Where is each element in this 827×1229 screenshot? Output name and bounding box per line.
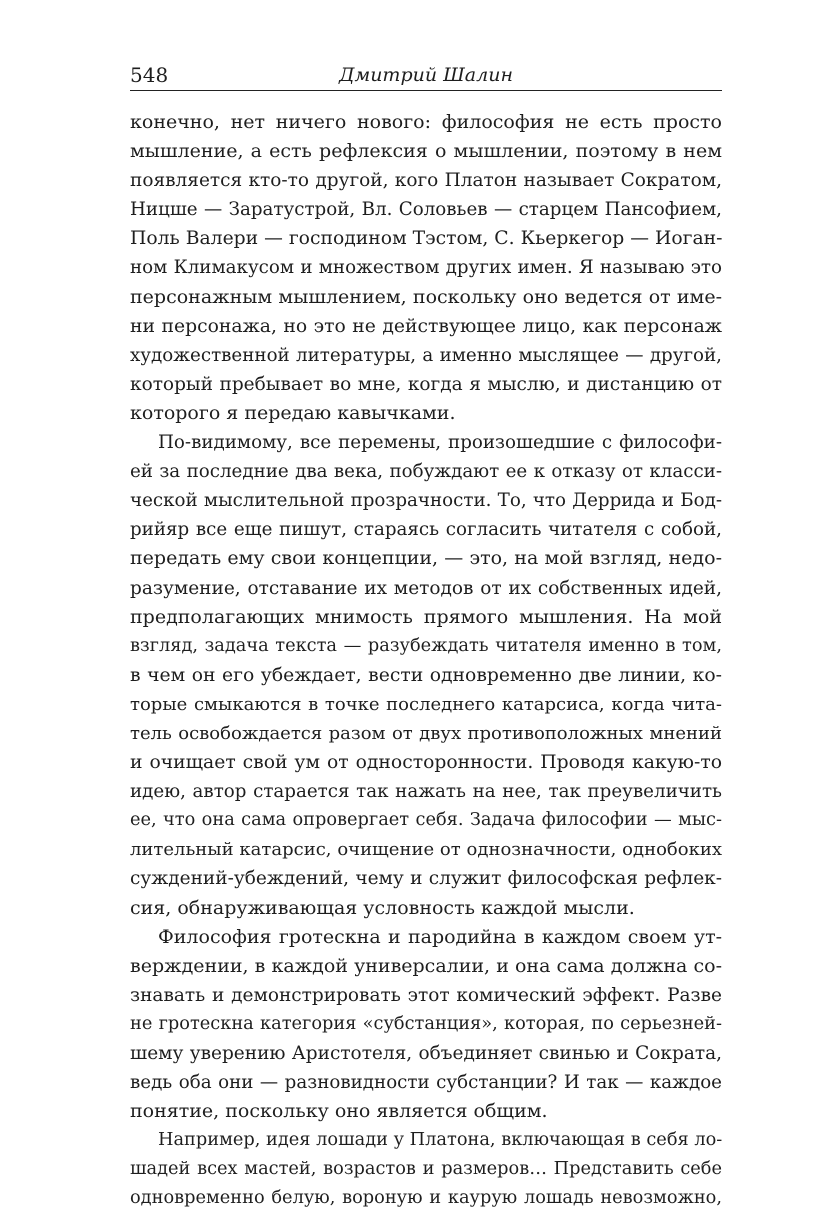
text-line: ее, что она сама опровергает себя. Задача философии — мыс-	[130, 810, 722, 831]
text-line: тель освобождается разом от двух противоположных мнений	[130, 722, 722, 744]
running-title: Дмитрий Шалин	[339, 64, 513, 86]
text-line: рийяр все еще пишут, стараясь согласить читателя с собой,	[130, 519, 722, 541]
text-line: разумение, отставание их методов от их собственных идей,	[130, 577, 722, 599]
text-line: суждений-убеждений, чему и служит философская рефлек-	[130, 868, 722, 890]
text-line: сия, обнаруживающая условность каждой мысли.	[130, 896, 635, 919]
running-header	[130, 62, 722, 91]
text-line: шадей всех мастей, возрастов и размеров… Представить себе	[130, 1159, 722, 1180]
text-line: не гротескна категория «субстанция», которая, по серьезней-	[130, 1013, 722, 1034]
body-text	[130, 108, 722, 1214]
text-line: одновременно белую, вороную и каурую лошадь невозможно,	[130, 1188, 722, 1209]
text-line: который пребывает во мне, когда я мыслю, и дистанцию от	[130, 373, 722, 395]
text-line: взгляд, задача текста — разубеждать читателя именно в том,	[130, 635, 722, 656]
text-line: передать ему свои концепции, — это, на мой взгляд, недо-	[130, 547, 722, 570]
text-line: торые смыкаются в точке последнего катарсиса, когда чита-	[130, 693, 722, 715]
text-line: ческой мыслительной прозрачности. То, что Деррида и Бод-	[130, 490, 722, 512]
text-line: Ницше — Заратустрой, Вл. Соловьев — старцем Пансофием,	[130, 199, 722, 221]
text-line: По-видимому, все перемены, произошедшие с философи-	[158, 432, 722, 454]
text-line: появляется кто-то другой, кого Платон называет Сократом,	[130, 170, 722, 192]
text-line: в чем он его убеждает, вести одновременно две линии, ко-	[130, 664, 722, 686]
text-line: лительный катарсис, очищение от однозначности, однобоких	[130, 839, 722, 861]
text-line: ном Климакусом и множеством других имен. Я называю это	[130, 257, 722, 279]
text-line: мышление, а есть рефлексия о мышлении, поэтому в нем	[130, 140, 722, 163]
text-line: ведь оба они — разновидности субстанции? И так — каждое	[130, 1072, 722, 1094]
text-line: предполагающих мнимость прямого мышления. На мой	[130, 605, 722, 628]
text-line: ей за последние два века, побуждают ее к отказу от класси-	[130, 461, 722, 483]
text-line: и очищает свой ум от односторонности. Проводя какую-то	[130, 752, 722, 774]
text-line: идею, автор старается так нажать на нее, так преувеличить	[130, 781, 722, 803]
text-line: верждении, в каждой универсалии, и она сама должна со-	[130, 954, 722, 977]
text-line: знавать и демонстрировать этот комический эффект. Разве	[130, 984, 722, 1006]
text-line: шему уверению Аристотеля, объединяет свинью и Сократа,	[130, 1043, 722, 1064]
text-line: конечно, нет ничего нового: философия не есть просто	[130, 111, 722, 133]
page-number: 548	[130, 63, 169, 87]
text-line: Философия гротескна и пародийна в каждом своем ут-	[158, 925, 722, 948]
text-line: Поль Валери — господином Тэстом, С. Кьеркегор — Иоган-	[130, 228, 722, 250]
text-line: Например, идея лошади у Платона, включающая в себя ло-	[158, 1130, 722, 1151]
text-line: персонажным мышлением, поскольку оно ведется от име-	[130, 285, 722, 308]
text-line: понятие, поскольку оно является общим.	[130, 1100, 548, 1123]
text-line: которого я передаю кавычками.	[130, 401, 456, 424]
text-line: ни персонажа, но это не действующее лицо, как персонаж	[130, 315, 722, 337]
text-line: художественной литературы, а именно мыслящее — другой,	[130, 344, 722, 366]
